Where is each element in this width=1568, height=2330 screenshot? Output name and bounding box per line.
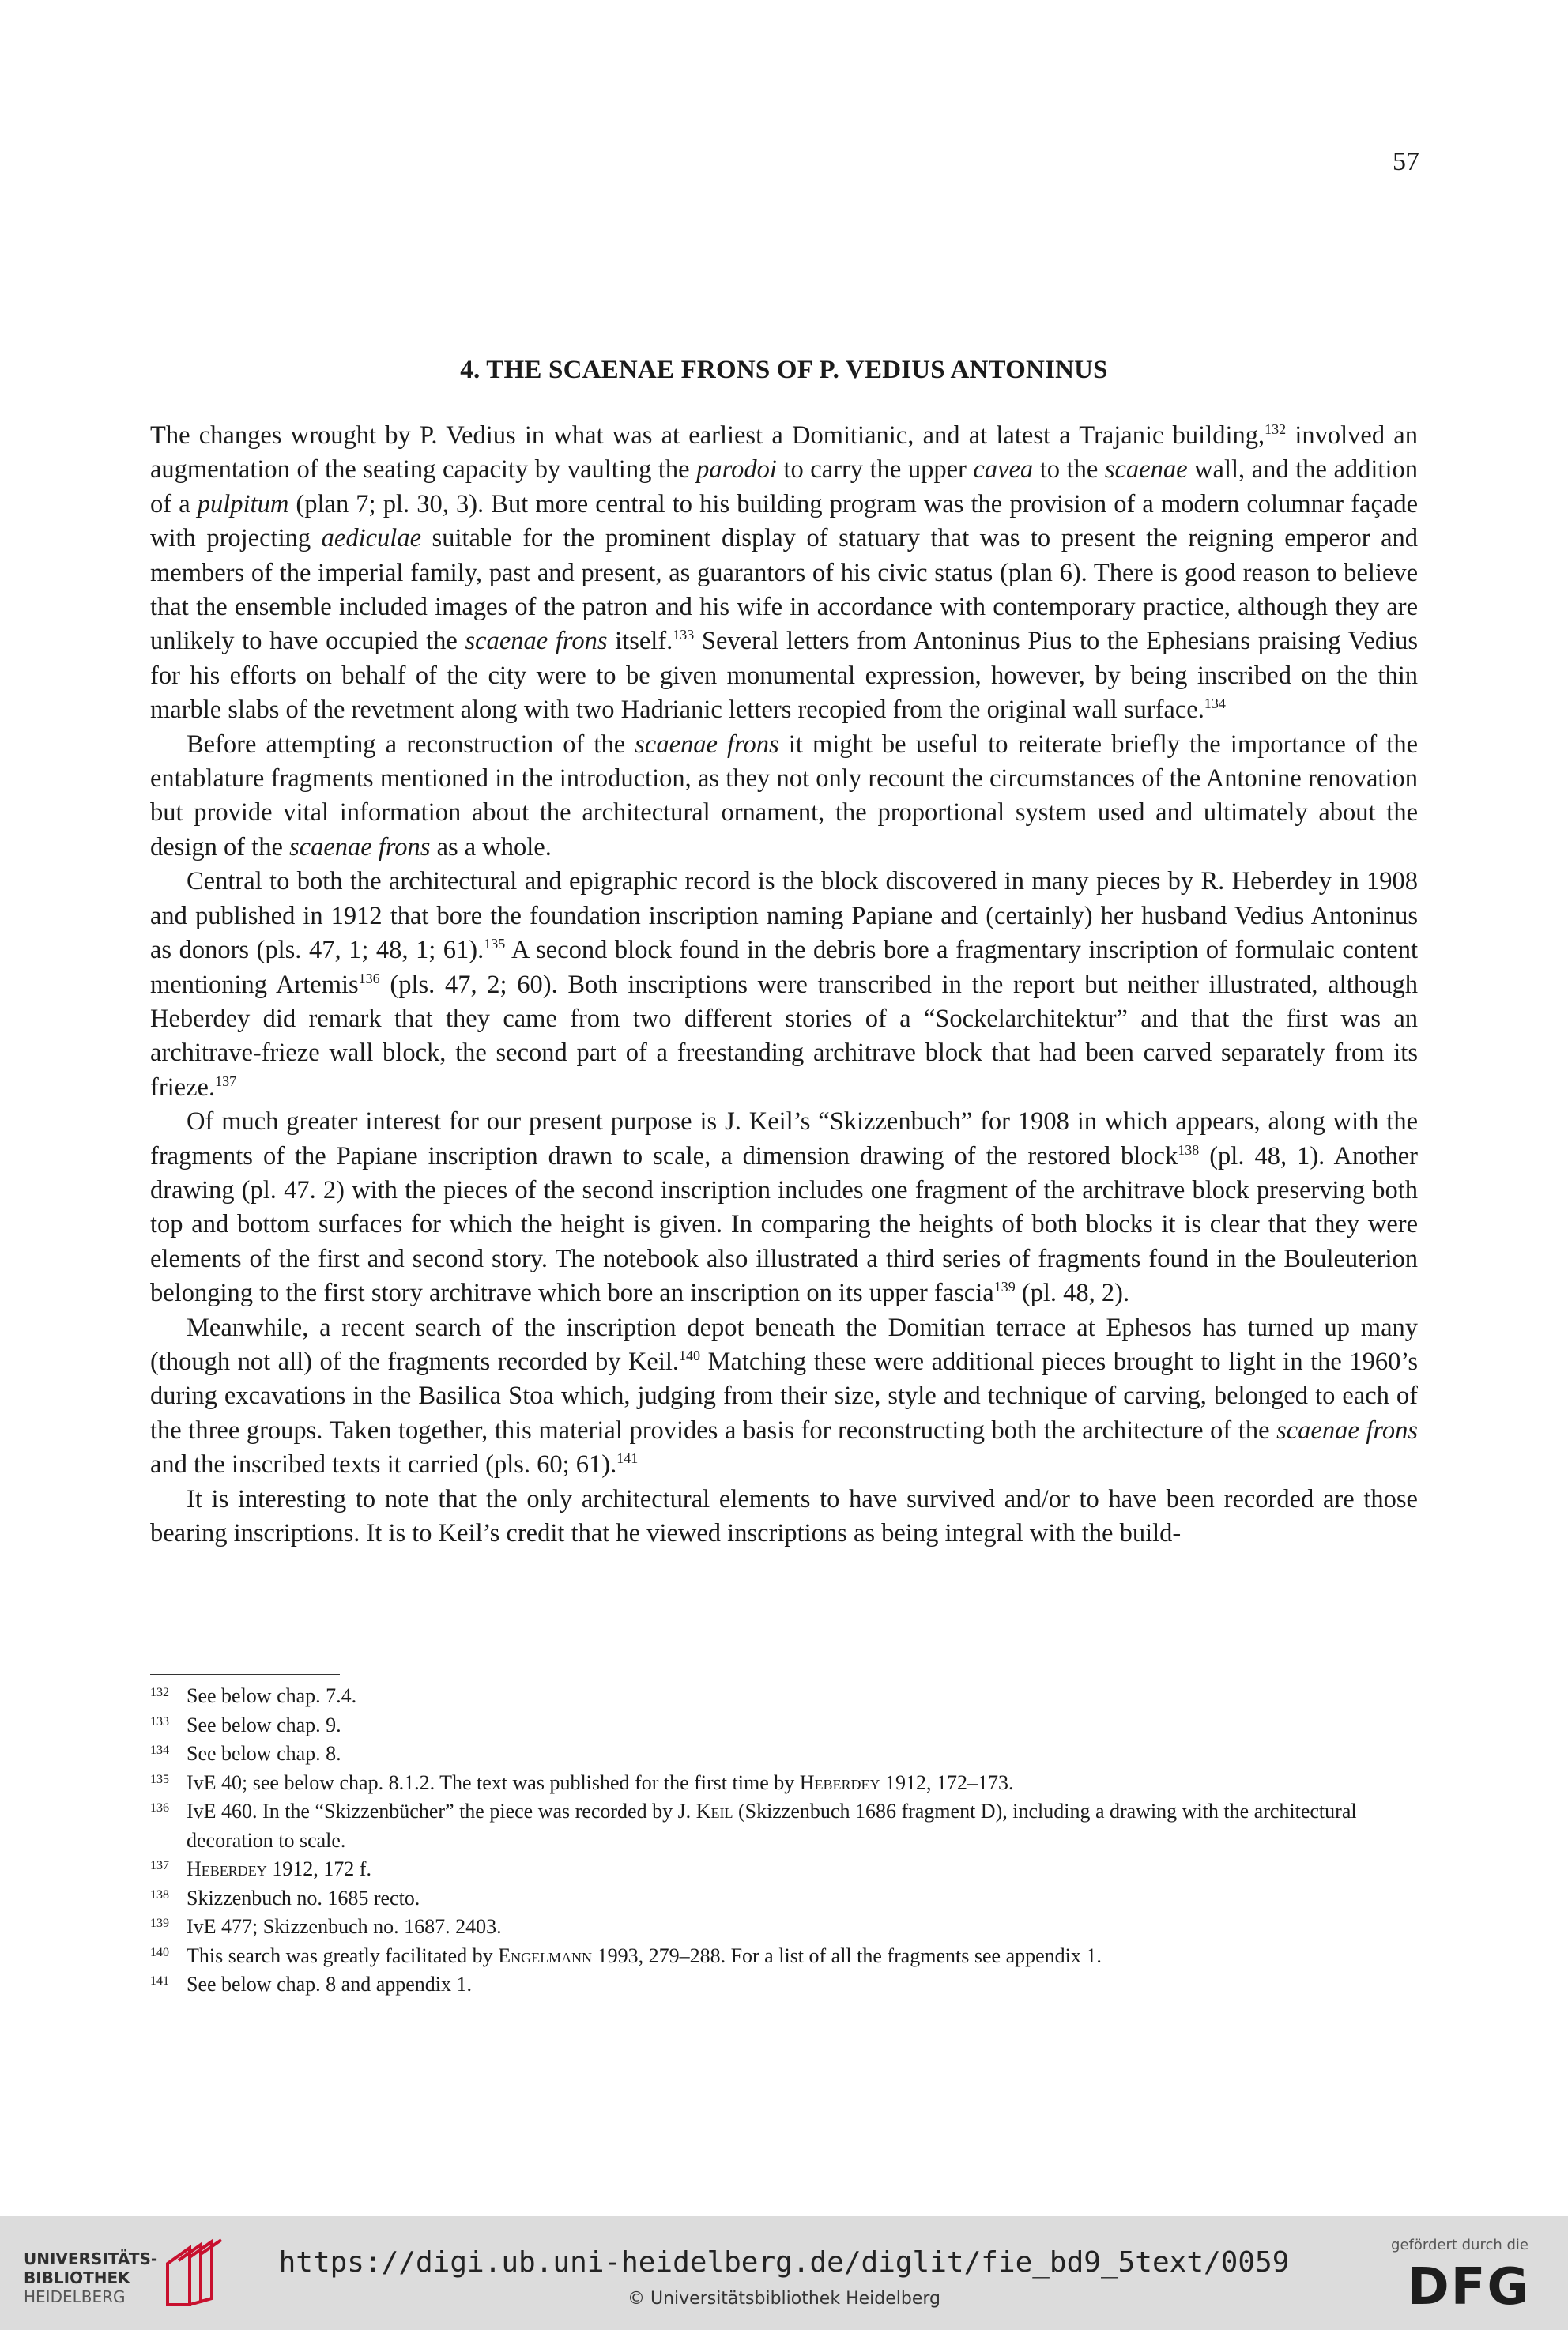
footnote-number: 136 bbox=[150, 1801, 169, 1815]
author-name: Heberdey bbox=[187, 1857, 267, 1880]
footnote-number: 133 bbox=[150, 1714, 169, 1729]
footnote-number: 140 bbox=[150, 1945, 169, 1959]
footnote-number: 132 bbox=[150, 1686, 169, 1699]
footer-copyright: © Universitätsbibliothek Heidelberg bbox=[627, 2289, 940, 2309]
paragraph-3 bbox=[150, 865, 1418, 1105]
footnote-text bbox=[187, 1740, 1418, 1769]
text-run: itself. bbox=[607, 627, 673, 656]
footnote-number: 134 bbox=[150, 1744, 169, 1757]
footnote-text bbox=[187, 1711, 1418, 1740]
italic-term: scaenae frons bbox=[1276, 1416, 1418, 1445]
text-run: Of much greater interest for our present purpose is J. Keil’s “Skizzenbuch” for 1908 in which appears, along with the fragments of the Papiane inscription drawn to scale, a dimension drawing of the restored block bbox=[150, 1107, 1418, 1171]
library-line-2: BIBLIOTHEK bbox=[24, 2268, 130, 2287]
footnote-ref-135[interactable]: 135 bbox=[484, 936, 506, 952]
footnote-text bbox=[187, 1970, 1418, 2000]
text-run: Central to both the architectural and epigraphic record is the block discovered in many pieces by R. Heberdey in 1908 and published in 1912 that bore the foundation inscription naming Papiane and (certainly) her husband Vedius Antoninus as donors (pls. 47, 1; 48, 1; 61). bbox=[150, 867, 1418, 965]
text-run: suitable for the prominent display of statuary that was to present the reigning emperor and members of the imperial family, past and present, as guarantors of his civic status (plan 6). There is good reason to believe that the ensemble included images of the patron and his wife in accordance with contemporary practice, although they are unlikely to have occupied the bbox=[150, 524, 1418, 656]
text-run: See below chap. 8 and appendix 1. bbox=[187, 1973, 473, 1996]
chapter-title: 4. THE SCAENAE FRONS OF P. VEDIUS ANTONINUS bbox=[460, 356, 1108, 384]
footnote-ref-136[interactable]: 136 bbox=[358, 970, 380, 986]
italic-term: scaenae bbox=[1104, 455, 1188, 484]
italic-term: parodoi bbox=[696, 455, 777, 484]
footnote-134 bbox=[150, 1740, 1418, 1769]
funding-note: gefördert durch die bbox=[1391, 2237, 1528, 2253]
text-run: 1912, 172 f. bbox=[266, 1857, 371, 1880]
text-run: It is interesting to note that the only architectural elements to have survived and/or to have been recorded are those bearing inscriptions. It is to Keil’s credit that he viewed inscriptions as being integral with the build- bbox=[150, 1484, 1418, 1548]
footnote-text bbox=[187, 1884, 1418, 1913]
footnote-138 bbox=[150, 1884, 1418, 1913]
footnote-number: 135 bbox=[150, 1772, 169, 1786]
footnote-text bbox=[187, 1769, 1418, 1798]
text-run: Meanwhile, a recent search of the inscription depot beneath the Domitian terrace at Ephesos has turned up many (though not all) of the fragments recorded by Keil. bbox=[150, 1313, 1418, 1376]
text-run: (plan 7; pl. 30, 3). But more central to his building program was the provision of a modern columnar façade with projecting bbox=[150, 489, 1418, 553]
text-run: to the bbox=[1033, 455, 1105, 484]
text-run: Several letters from Antoninus Pius to the Ephesians praising Vedius for his efforts on behalf of the city were to be given monumental expression, however, by being inscribed on the thin marble slabs of the revetment along with two Hadrianic letters recopied from the original wall surface. bbox=[150, 627, 1418, 725]
footnote-ref-137[interactable]: 137 bbox=[215, 1073, 237, 1089]
author-name: Engelmann bbox=[498, 1944, 593, 1967]
text-run: (pl. 48, 2). bbox=[1015, 1279, 1130, 1308]
footnote-text bbox=[187, 1855, 1418, 1884]
footnote-136 bbox=[150, 1797, 1418, 1855]
italic-term: scaenae frons bbox=[289, 832, 431, 861]
italic-term: cavea bbox=[973, 455, 1034, 484]
italic-term: scaenae frons bbox=[465, 627, 608, 656]
text-run: (pl. 48, 1). Another drawing (pl. 47. 2) with the pieces of the second inscription includes one fragment of the architrave block preserving both top and bottom surfaces for which the height is given. In comparing the heights of both blocks it is clear that they were elements of the first and second story. The notebook also illustrated a third series of fragments found in the Bouleuterion belonging to the first story architrave which bore an inscription on its upper fascia bbox=[150, 1141, 1418, 1308]
footnote-133 bbox=[150, 1711, 1418, 1740]
footnote-135 bbox=[150, 1769, 1418, 1798]
footer-url-link[interactable]: https://digi.ub.uni-heidelberg.de/diglit/fie_bd9_5text/0059 bbox=[278, 2246, 1290, 2279]
text-run: IvE 477; Skizzenbuch no. 1687. 2403. bbox=[187, 1915, 502, 1938]
paragraph-6 bbox=[150, 1483, 1418, 1551]
text-run: to carry the upper bbox=[776, 455, 974, 484]
text-run: Skizzenbuch no. 1685 recto. bbox=[187, 1886, 420, 1910]
footnote-132 bbox=[150, 1682, 1418, 1711]
text-run: See below chap. 9. bbox=[187, 1713, 341, 1736]
footnote-ref-140[interactable]: 140 bbox=[679, 1348, 701, 1364]
footnote-number: 138 bbox=[150, 1887, 169, 1902]
text-run: IvE 460. In the “Skizzenbücher” the piece was recorded by J. bbox=[187, 1800, 696, 1823]
footnote-ref-138[interactable]: 138 bbox=[1178, 1141, 1200, 1158]
footer-bar bbox=[0, 2216, 1568, 2330]
text-run: This search was greatly facilitated by bbox=[187, 1944, 499, 1967]
footnotes bbox=[150, 1682, 1418, 2000]
author-name: Heberdey bbox=[799, 1770, 880, 1794]
text-run: IvE 40; see below chap. 8.1.2. The text was published for the first time by bbox=[187, 1770, 800, 1794]
footnote-text bbox=[187, 1913, 1418, 1942]
footnote-ref-133[interactable]: 133 bbox=[673, 627, 695, 643]
page-number: 57 bbox=[1393, 147, 1419, 176]
text-run: See below chap. 8. bbox=[187, 1742, 341, 1765]
library-line-3: HEIDELBERG bbox=[24, 2287, 126, 2306]
footnote-ref-134[interactable]: 134 bbox=[1204, 696, 1226, 712]
footnote-text bbox=[187, 1682, 1418, 1711]
text-run: involved an augmentation of the seating capacity by vaulting the bbox=[150, 421, 1418, 484]
author-name: Keil bbox=[695, 1800, 733, 1823]
text-run: (Skizzenbuch 1686 fragment D), including a drawing with the architectural decoration to scale. bbox=[187, 1800, 1357, 1852]
footnote-140 bbox=[150, 1942, 1418, 1971]
library-line-1: UNIVERSITÄTS- bbox=[24, 2249, 158, 2268]
footnote-ref-132[interactable]: 132 bbox=[1265, 421, 1287, 438]
text-run: and the inscribed texts it carried (pls. 60; 61). bbox=[150, 1450, 617, 1480]
text-run: 1993, 279–288. For a list of all the fragments see appendix 1. bbox=[592, 1944, 1102, 1967]
text-run: See below chap. 7.4. bbox=[187, 1684, 357, 1707]
italic-term: pulpitum bbox=[197, 489, 289, 518]
italic-term: aediculae bbox=[321, 524, 421, 553]
paragraph-1 bbox=[150, 419, 1418, 728]
text-run: The changes wrought by P. Vedius in what was at earliest a Domitianic, and at latest a Trajanic building, bbox=[150, 421, 1265, 450]
text-run: (pls. 47, 2; 60). Both inscriptions were transcribed in the report but neither illustrated, although Heberdey did remark that they came from two different stories of a “Sockelarchitektur” and that the first was an architrave-frieze wall block, the second part of a freestanding architrave block that had been carved separately from its frieze. bbox=[150, 970, 1418, 1102]
footnote-number: 137 bbox=[150, 1859, 169, 1872]
body-text bbox=[150, 419, 1418, 1551]
footnote-139 bbox=[150, 1913, 1418, 1942]
text-run: 1912, 172–173. bbox=[880, 1770, 1014, 1794]
dfg-logo: DFG bbox=[1407, 2258, 1530, 2317]
footnote-ref-139[interactable]: 139 bbox=[993, 1279, 1016, 1295]
italic-term: scaenae frons bbox=[635, 730, 779, 759]
footnote-divider bbox=[150, 1674, 340, 1675]
paragraph-2 bbox=[150, 728, 1418, 865]
footnote-text bbox=[187, 1797, 1418, 1855]
footnote-text bbox=[187, 1942, 1418, 1971]
footnote-number: 141 bbox=[150, 1974, 169, 1988]
footnote-141 bbox=[150, 1970, 1418, 2000]
footnote-ref-141[interactable]: 141 bbox=[616, 1450, 639, 1467]
text-run: it might be useful to reiterate briefly the importance of the entablature fragments mentioned in the introduction, as they not only recount the circumstances of the Antonine renovation but provide vital information about the architectural ornament, the proportional system used and ultimately about the design of the bbox=[150, 730, 1418, 861]
text-run: as a whole. bbox=[430, 832, 552, 861]
footnote-number: 139 bbox=[150, 1917, 169, 1930]
text-run: wall, and the addition of a bbox=[150, 455, 1418, 518]
text-run: Before attempting a reconstruction of the bbox=[187, 730, 635, 759]
text-run: A second block found in the debris bore a fragmentary inscription of formulaic content mentioning Artemis bbox=[150, 936, 1418, 999]
paragraph-5 bbox=[150, 1311, 1418, 1483]
text-run: Matching these were additional pieces brought to light in the 1960’s during excavations in the Basilica Stoa which, judging from their size, style and technique of carving, belonged to each of the three groups. Taken together, this material provides a basis for reconstructing both the architecture of the bbox=[150, 1347, 1418, 1445]
footnote-137 bbox=[150, 1855, 1418, 1884]
paragraph-4 bbox=[150, 1105, 1418, 1310]
